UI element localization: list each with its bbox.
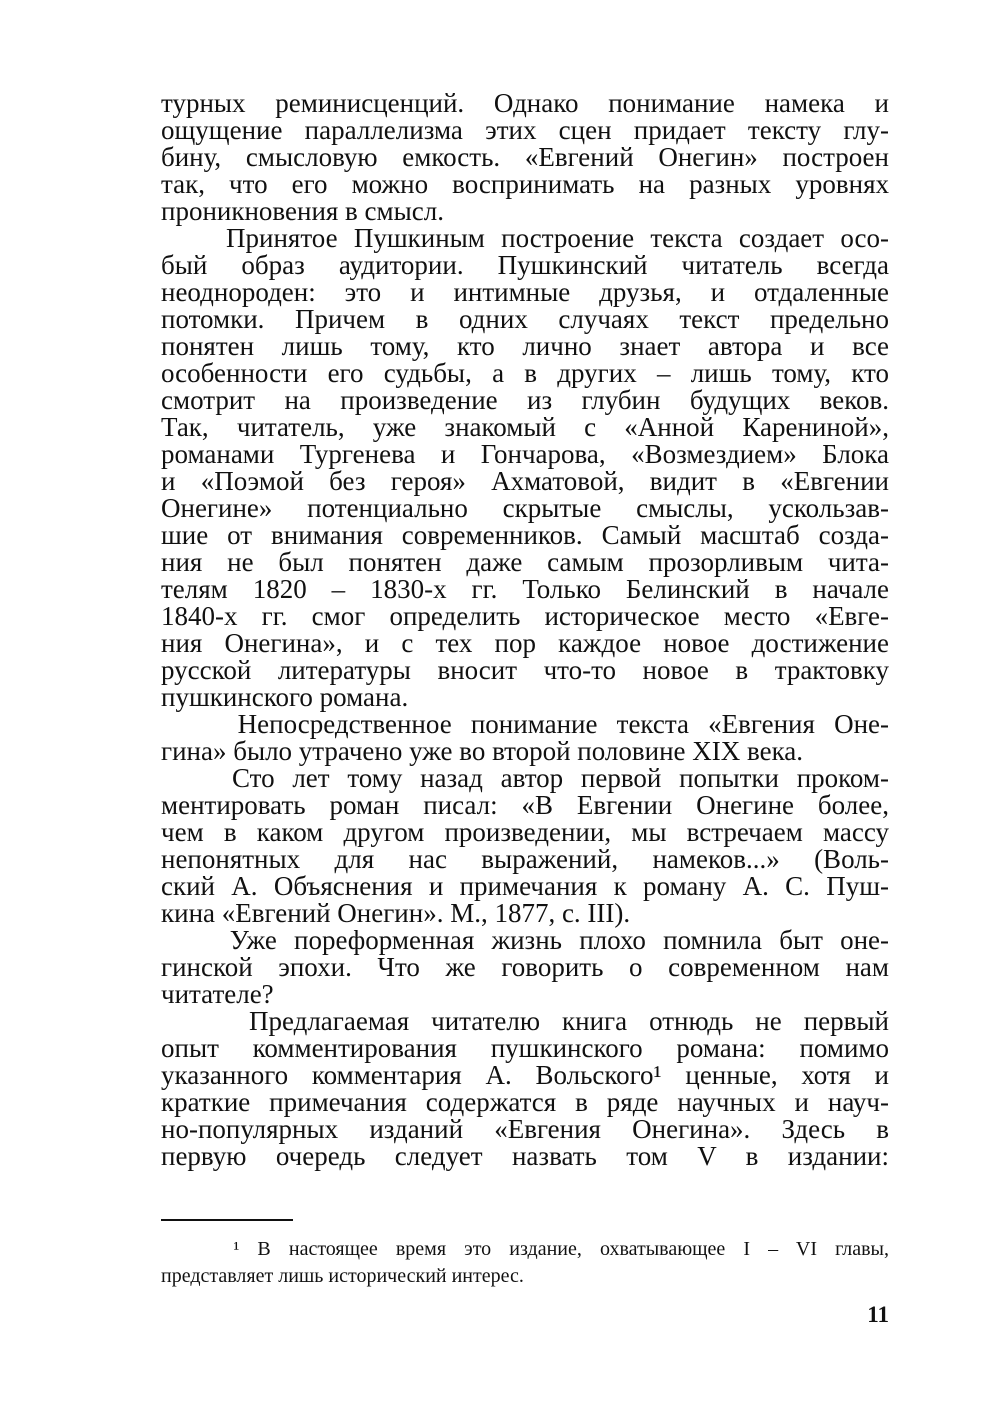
text-line: Онегине» потенциально скрытые смыслы, ускользав- bbox=[161, 493, 889, 523]
footnote-line: ¹ В настоящее время это издание, охватывающее I – VI главы, bbox=[161, 1238, 889, 1260]
text-line: неоднороден: это и интимные друзья, и отдаленные bbox=[161, 277, 889, 307]
text-line: непонятных для нас выражений, намеков...» (Воль- bbox=[161, 844, 889, 874]
text-line: ния не был понятен даже самым прозорливым чита- bbox=[161, 547, 889, 577]
text-line: Предлагаемая читателю книга отнюдь не первый bbox=[161, 1006, 889, 1036]
text-line: проникновения в смысл. bbox=[161, 196, 444, 226]
text-line: пушкинского романа. bbox=[161, 682, 409, 712]
footnote-divider bbox=[161, 1219, 293, 1221]
text-line: потомки. Причем в одних случаях текст предельно bbox=[161, 304, 889, 334]
text-line: ния Онегина», и с тех пор каждое новое достижение bbox=[161, 628, 889, 658]
text-line: Уже пореформенная жизнь плохо помнила быт оне- bbox=[161, 925, 889, 955]
page-number: 11 bbox=[867, 1302, 889, 1327]
text-line: читателе? bbox=[161, 979, 274, 1009]
text-line: гинской эпохи. Что же говорить о современном нам bbox=[161, 952, 889, 982]
text-line: Сто лет тому назад автор первой попытки проком- bbox=[161, 763, 889, 793]
footnote-line: представляет лишь исторический интерес. bbox=[161, 1265, 524, 1287]
text-line: первую очередь следует назвать том V в издании: bbox=[161, 1141, 889, 1171]
text-line: и «Поэмой без героя» Ахматовой, видит в «Евгении bbox=[161, 466, 889, 496]
text-line: но-популярных изданий «Евгения Онегина». Здесь в bbox=[161, 1114, 889, 1144]
text-line: русской литературы вносит что-то новое в трактовку bbox=[161, 655, 889, 685]
text-line: понятен лишь тому, кто лично знает автора и все bbox=[161, 331, 889, 361]
text-line: краткие примечания содержатся в ряде научных и науч- bbox=[161, 1087, 889, 1117]
text-line: Так, читатель, уже знакомый с «Анной Карениной», bbox=[161, 412, 889, 442]
text-line: кина «Евгений Онегин». М., 1877, с. III). bbox=[161, 898, 631, 928]
text-line: смотрит на произведение из глубин будущих веков. bbox=[161, 385, 889, 415]
text-line: чем в каком другом произведении, мы встречаем массу bbox=[161, 817, 889, 847]
text-line: шие от внимания современников. Самый масштаб созда- bbox=[161, 520, 889, 550]
text-line: опыт комментирования пушкинского романа: помимо bbox=[161, 1033, 889, 1063]
text-line: ский А. Объяснения и примечания к роману А. С. Пуш- bbox=[161, 871, 889, 901]
text-line: 1840-х гг. смог определить историческое место «Евге- bbox=[161, 601, 889, 631]
body-text bbox=[161, 90, 889, 1170]
text-line: указанного комментария А. Вольского¹ ценные, хотя и bbox=[161, 1060, 889, 1090]
text-line: особенности его судьбы, а в других – лишь тому, кто bbox=[161, 358, 889, 388]
text-line: Принятое Пушкиным построение текста создает осо- bbox=[161, 223, 889, 253]
text-line: ощущение параллелизма этих сцен придает тексту глу- bbox=[161, 115, 889, 145]
text-line: турных реминисценций. Однако понимание намека и bbox=[161, 88, 889, 118]
footnote bbox=[161, 1236, 889, 1290]
text-line: так, что его можно воспринимать на разных уровнях bbox=[161, 169, 889, 199]
text-line: романами Тургенева и Гончарова, «Возмездием» Блока bbox=[161, 439, 889, 469]
text-line: бый образ аудитории. Пушкинский читатель всегда bbox=[161, 250, 889, 280]
text-line: бину, смысловую емкость. «Евгений Онегин» построен bbox=[161, 142, 889, 172]
text-line: ментировать роман писал: «В Евгении Онегине более, bbox=[161, 790, 889, 820]
text-line: гина» было утрачено уже во второй половине XIX века. bbox=[161, 736, 804, 766]
text-line: Непосредственное понимание текста «Евгения Оне- bbox=[161, 709, 889, 739]
text-line: телям 1820 – 1830-х гг. Только Белинский в начале bbox=[161, 574, 889, 604]
